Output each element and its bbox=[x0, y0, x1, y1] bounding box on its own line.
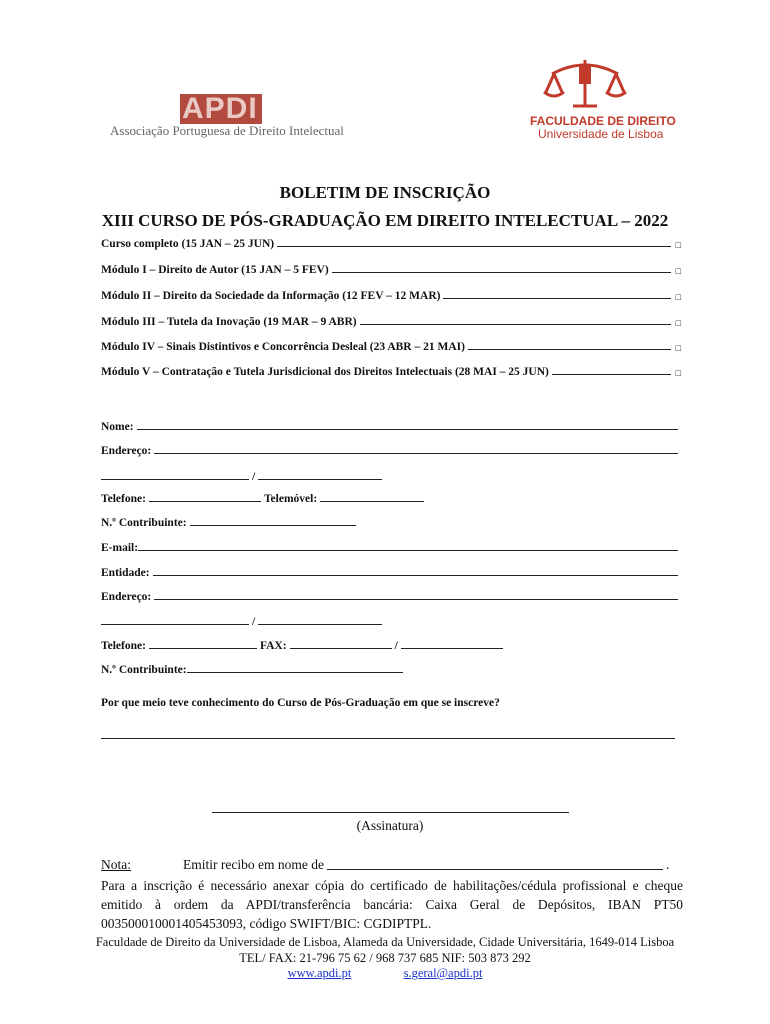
telefone2-label: Telefone: bbox=[101, 640, 146, 652]
faculdade-logo bbox=[530, 56, 676, 141]
option-modulo-2[interactable] bbox=[101, 290, 681, 302]
telefone-input-line[interactable] bbox=[149, 500, 261, 502]
entidade-label: Entidade: bbox=[101, 567, 150, 579]
postal-code-line[interactable] bbox=[101, 623, 249, 625]
checkbox-icon[interactable]: □ bbox=[675, 368, 681, 378]
option-label: Módulo V – Contratação e Tutela Jurisdicional dos Direitos Intelectuais (28 MAI – 25 JUN) bbox=[101, 366, 549, 378]
paragraph-line: 003500010001405453093, código SWIFT/BIC: CGDIPTPL. bbox=[101, 916, 432, 931]
contribuinte-label: N.º Contribuinte: bbox=[101, 517, 187, 529]
telefone2-input-line[interactable] bbox=[149, 647, 257, 649]
signature-label: (Assinatura) bbox=[356, 818, 424, 833]
endereco-input-line[interactable] bbox=[154, 452, 678, 454]
faculdade-logo-subtitle: Universidade de Lisboa bbox=[538, 127, 664, 141]
option-label: Módulo I – Direito de Autor (15 JAN – 5 FEV) bbox=[101, 264, 329, 276]
question-label: Por que meio teve conhecimento do Curso de Pós-Graduação em que se inscreve? bbox=[101, 697, 500, 709]
form-subtitle: XIII CURSO DE PÓS-GRADUAÇÃO EM DIREITO INTELECTUAL – 2022 bbox=[101, 211, 669, 230]
checkbox-icon[interactable]: □ bbox=[675, 343, 681, 353]
instructions-paragraph bbox=[101, 876, 683, 933]
fax2-input-line[interactable] bbox=[401, 647, 503, 649]
fill-line bbox=[332, 271, 671, 273]
contribuinte2-field[interactable] bbox=[101, 664, 406, 676]
contribuinte2-input-line[interactable] bbox=[187, 671, 403, 673]
slash-separator: / bbox=[252, 471, 256, 483]
option-label: Módulo III – Tutela da Inovação (19 MAR – 9 ABR) bbox=[101, 316, 357, 328]
endereco2-input-line[interactable] bbox=[154, 598, 678, 600]
telemovel-label: Telemóvel: bbox=[263, 493, 318, 505]
fill-line bbox=[360, 323, 671, 325]
footer-address: Faculdade de Direito da Universidade de Lisboa, Alameda da Universidade, Cidade Universitária, 1649-014 Lisboa bbox=[95, 935, 675, 949]
nome-label: Nome: bbox=[101, 421, 134, 433]
telefone-label: Telefone: bbox=[101, 493, 146, 505]
option-curso-completo[interactable] bbox=[101, 238, 681, 250]
option-label: Curso completo (15 JAN – 25 JUN) bbox=[101, 238, 275, 250]
option-modulo-3[interactable] bbox=[101, 316, 681, 328]
endereco-label: Endereço: bbox=[101, 445, 152, 457]
checkbox-icon[interactable]: □ bbox=[675, 240, 681, 250]
postal2-field[interactable] bbox=[101, 616, 385, 628]
signature-line[interactable] bbox=[212, 812, 569, 813]
locality-line[interactable] bbox=[258, 623, 382, 625]
telemovel-input-line[interactable] bbox=[320, 500, 424, 502]
entidade-input-line[interactable] bbox=[153, 574, 678, 576]
paragraph-line: Para a inscrição é necessário anexar cópia do certificado de habilitações/cédula profissional e cheque bbox=[101, 878, 683, 893]
nota-text: Emitir recibo em nome de bbox=[183, 857, 324, 872]
faculdade-logo-title: FACULDADE DE DIREITO bbox=[530, 114, 676, 128]
website-link[interactable]: www.apdi.pt bbox=[287, 966, 352, 980]
endereco2-label: Endereço: bbox=[101, 591, 152, 603]
postal-code-line[interactable] bbox=[101, 478, 249, 480]
entidade-field[interactable] bbox=[101, 567, 681, 579]
fill-line bbox=[552, 373, 671, 375]
fax-label: FAX: bbox=[259, 640, 287, 652]
checkbox-icon[interactable]: □ bbox=[675, 318, 681, 328]
telefone-row[interactable] bbox=[101, 493, 427, 505]
telefone2-row[interactable] bbox=[101, 640, 506, 652]
contribuinte-input-line[interactable] bbox=[190, 524, 356, 526]
option-modulo-4[interactable] bbox=[101, 341, 681, 353]
endereco-field[interactable] bbox=[101, 445, 681, 457]
email-label: E-mail: bbox=[101, 542, 139, 554]
fill-line bbox=[468, 348, 671, 350]
footer-links bbox=[0, 966, 770, 981]
option-label: Módulo IV – Sinais Distintivos e Concorrência Desleal (23 ABR – 21 MAI) bbox=[101, 341, 465, 353]
apdi-logo bbox=[110, 92, 344, 138]
fill-line bbox=[277, 245, 670, 247]
paragraph-line: emitido à ordem da APDI/transferência bancária: Caixa Geral de Depósitos, IBAN PT50 bbox=[101, 897, 683, 912]
recibo-name-line[interactable] bbox=[327, 868, 663, 870]
email-field[interactable] bbox=[101, 542, 681, 554]
contribuinte2-label: N.º Contribuinte: bbox=[101, 664, 187, 676]
slash-separator: / bbox=[252, 616, 256, 628]
scales-of-justice-icon bbox=[540, 56, 630, 112]
postal-field[interactable] bbox=[101, 471, 385, 483]
checkbox-icon[interactable]: □ bbox=[675, 266, 681, 276]
email-input-line[interactable] bbox=[138, 549, 678, 551]
option-label: Módulo II – Direito da Sociedade da Informação (12 FEV – 12 MAR) bbox=[101, 290, 441, 302]
apdi-logo-mark: APDI bbox=[182, 92, 258, 125]
option-modulo-1[interactable] bbox=[101, 264, 681, 276]
fill-line bbox=[443, 297, 670, 299]
form-title: BOLETIM DE INSCRIÇÃO bbox=[279, 183, 491, 202]
fax-input-line[interactable] bbox=[290, 647, 392, 649]
nota-row[interactable] bbox=[101, 857, 681, 873]
slash-separator: / bbox=[394, 640, 398, 652]
apdi-logo-name: Associação Portuguesa de Direito Intelectual bbox=[110, 123, 344, 138]
contribuinte-field[interactable] bbox=[101, 517, 359, 529]
endereco2-field[interactable] bbox=[101, 591, 681, 603]
nome-input-line[interactable] bbox=[137, 428, 678, 430]
checkbox-icon[interactable]: □ bbox=[675, 292, 681, 302]
email-link[interactable]: s.geral@apdi.pt bbox=[403, 966, 483, 980]
question-answer-line[interactable] bbox=[101, 738, 675, 739]
nota-end: . bbox=[665, 857, 670, 872]
footer-phones: TEL/ FAX: 21-796 75 62 / 968 737 685 NIF: 503 873 292 bbox=[239, 951, 531, 965]
option-modulo-5[interactable] bbox=[101, 366, 681, 378]
nome-field[interactable] bbox=[101, 421, 681, 433]
nota-label: Nota: bbox=[101, 857, 131, 872]
locality-line[interactable] bbox=[258, 478, 382, 480]
